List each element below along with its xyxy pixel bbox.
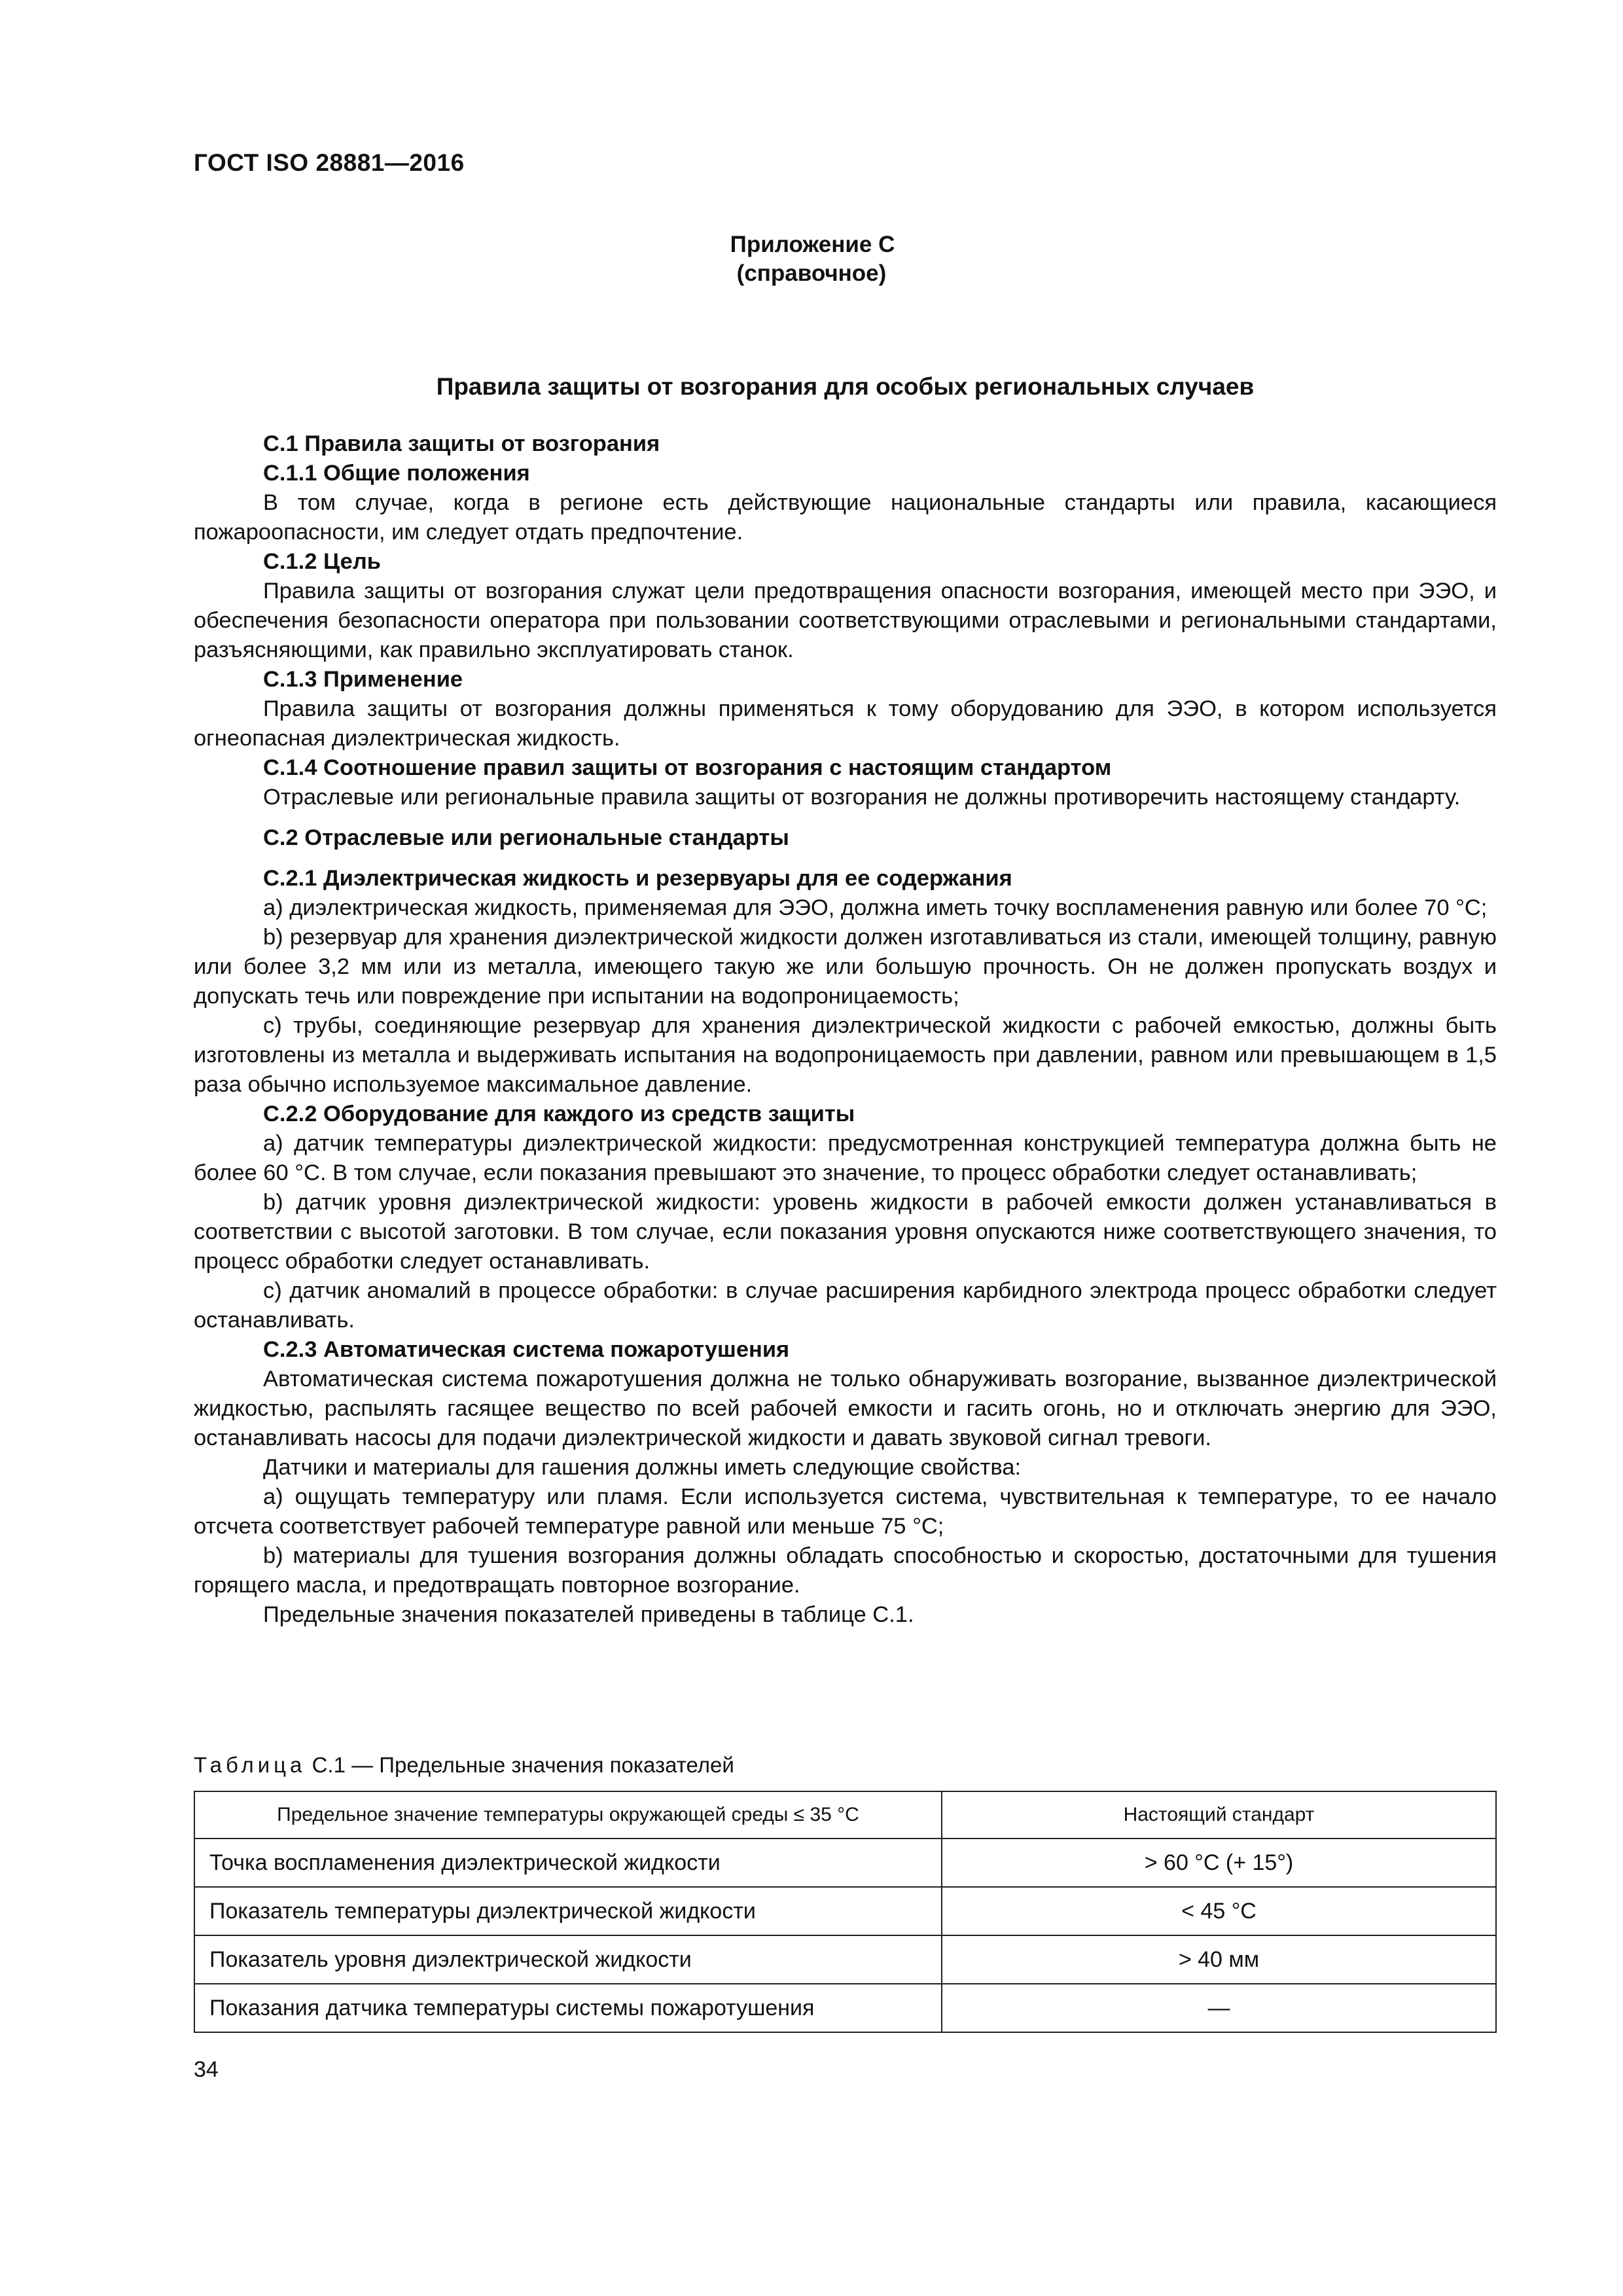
- subsection-heading: С.2.1 Диэлектрическая жидкость и резервуары для ее содержания: [263, 866, 1012, 891]
- table-caption-label: Таблица: [194, 1753, 306, 1777]
- list-item: b) резервуар для хранения диэлектрической жидкости должен изготавливаться из стали, имеющей толщину, равную или более 3,2 мм или из металла, имеющего такую же или большую прочность. Он не должен пропускать воздух и допускать течь или повреждение при испытании на водопроницаемость;: [194, 925, 1497, 1009]
- table-caption: [194, 1753, 734, 1778]
- page-number: 34: [194, 2057, 219, 2082]
- subsection-heading: С.1.4 Соотношение правил защиты от возгорания с настоящим стандартом: [263, 755, 1112, 780]
- subsection-heading: С.1.2 Цель: [263, 549, 381, 574]
- paragraph: Правила защиты от возгорания служат цели предотвращения опасности возгорания, имеющей место при ЭЭО, и обеспечения безопасности оператора при пользовании соответствующими отраслевыми и региональными стандартами, разъясняющими, как правильно эксплуатировать станок.: [194, 579, 1497, 662]
- body-text: [194, 429, 1497, 1630]
- list-item: c) датчик аномалий в процессе обработки: в случае расширения карбидного электрода процесс обработки следует останавливать.: [194, 1278, 1497, 1333]
- paragraph: Правила защиты от возгорания должны применяться к тому оборудованию для ЭЭО, в котором используется огнеопасная диэлектрическая жидкость.: [194, 696, 1497, 751]
- table-cell-parameter: Показания датчика температуры системы пожаротушения: [194, 1984, 942, 2032]
- table-cell-parameter: Показатель температуры диэлектрической жидкости: [194, 1887, 942, 1935]
- list-item: a) диэлектрическая жидкость, применяемая для ЭЭО, должна иметь точку воспламенения равную или более 70 °С;: [263, 895, 1488, 920]
- limits-table: [194, 1791, 1497, 2033]
- table-header-row: [194, 1791, 1496, 1839]
- table-cell-value: > 40 мм: [942, 1935, 1496, 1984]
- table-cell-parameter: Точка воспламенения диэлектрической жидкости: [194, 1839, 942, 1887]
- paragraph: В том случае, когда в регионе есть действующие национальные стандарты или правила, касающиеся пожароопасности, им следует отдать предпочтение.: [194, 490, 1497, 545]
- table-caption-text: С.1 — Предельные значения показателей: [312, 1753, 734, 1777]
- table-row: [194, 1839, 1496, 1887]
- standard-code: ГОСТ ISO 28881—2016: [194, 149, 465, 176]
- appendix-type: (справочное): [736, 260, 887, 286]
- table-cell-parameter: Показатель уровня диэлектрической жидкости: [194, 1935, 942, 1984]
- paragraph: Датчики и материалы для гашения должны иметь следующие свойства:: [263, 1455, 1022, 1480]
- table-cell-value: > 60 °С (+ 15°): [942, 1839, 1496, 1887]
- list-item: b) материалы для тушения возгорания должны обладать способностью и скоростью, достаточными для тушения горящего масла, и предотвращать повторное возгорание.: [194, 1543, 1497, 1598]
- list-item: a) датчик температуры диэлектрической жидкости: предусмотренная конструкцией температура должна быть не более 60 °С. В том случае, если показания превышают это значение, то процесс обработки следует останавливать;: [194, 1131, 1497, 1185]
- table-cell-value: < 45 °С: [942, 1887, 1496, 1935]
- table-row: [194, 1935, 1496, 1984]
- subsection-heading: С.1.1 Общие положения: [263, 461, 530, 486]
- subsection-heading: С.2.2 Оборудование для каждого из средств защиты: [263, 1102, 855, 1126]
- paragraph: Отраслевые или региональные правила защиты от возгорания не должны противоречить настоящему стандарту.: [263, 785, 1461, 810]
- paragraph: Автоматическая система пожаротушения должна не только обнаруживать возгорание, вызванное диэлектрической жидкостью, распылять гасящее вещество по всей рабочей емкости и гасить огонь, но и отключать энергию для ЭЭО, останавливать насосы для подачи диэлектрической жидкости и давать звуковой сигнал тревоги.: [194, 1367, 1497, 1450]
- subsection-heading: С.2.3 Автоматическая система пожаротушения: [263, 1337, 790, 1362]
- list-item: a) ощущать температуру или пламя. Если используется система, чувствительная к температуре, то ее начало отсчета соответствует рабочей температуре равной или меньше 75 °С;: [194, 1484, 1497, 1539]
- subsection-heading: С.1.3 Применение: [263, 667, 463, 692]
- table-row: [194, 1887, 1496, 1935]
- list-item: c) трубы, соединяющие резервуар для хранения диэлектрической жидкости с рабочей емкостью, должны быть изготовлены из металла и выдерживать испытания на водопроницаемость при давлении, равном или превышающем в 1,5 раза обычно используемое максимальное давление.: [194, 1013, 1497, 1097]
- table-header-cell: Предельное значение температуры окружающей среды ≤ 35 °С: [194, 1791, 942, 1839]
- table-row: [194, 1984, 1496, 2032]
- appendix-label: Приложение С: [730, 232, 895, 257]
- paragraph: Предельные значения показателей приведены в таблице С.1.: [263, 1602, 914, 1627]
- list-item: b) датчик уровня диэлектрической жидкости: уровень жидкости в рабочей емкости должен устанавливаться в соответствии с высотой заготовки. В том случае, если показания уровня опускаются ниже соответствующего значения, то процесс обработки следует останавливать.: [194, 1190, 1497, 1274]
- table-cell-value: —: [942, 1984, 1496, 2032]
- section-heading: С.2 Отраслевые или региональные стандарты: [263, 825, 789, 850]
- section-heading: С.1 Правила защиты от возгорания: [263, 431, 660, 456]
- appendix-heading: [0, 230, 1623, 288]
- appendix-title: Правила защиты от возгорания для особых региональных случаев: [436, 373, 1255, 400]
- table-header-cell: Настоящий стандарт: [942, 1791, 1496, 1839]
